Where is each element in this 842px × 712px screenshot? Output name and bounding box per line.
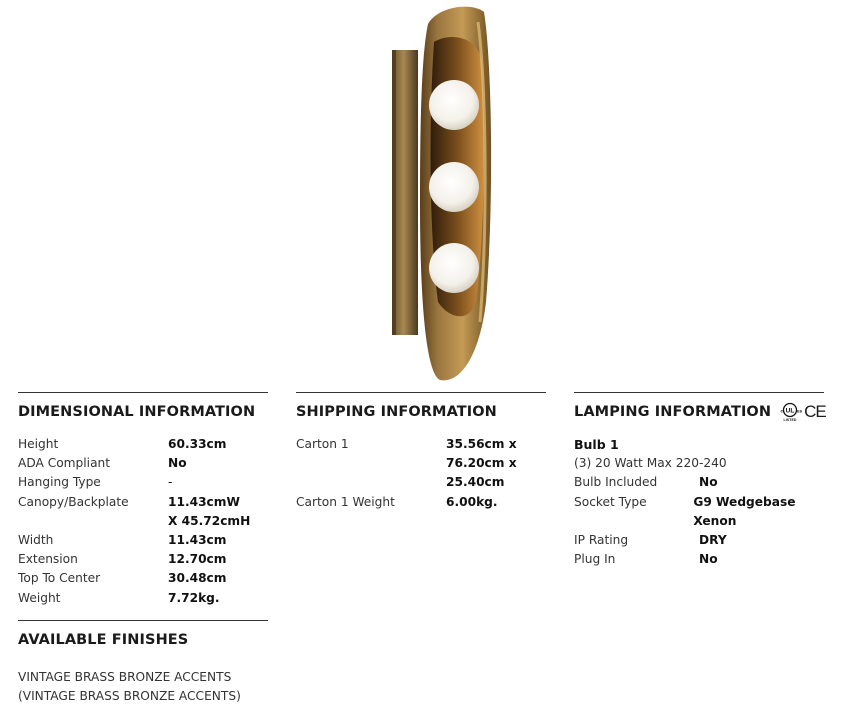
spec-value: 11.43cmW X 45.72cmH [168, 494, 251, 528]
spec-label: Hanging Type [18, 475, 101, 490]
ul-listed-text: LISTED [783, 418, 797, 422]
lamping-title-row [574, 401, 836, 423]
spec-row-ip-rating [574, 531, 836, 550]
lamping-list [574, 435, 836, 569]
spec-value: 60.33cm [168, 437, 227, 451]
spec-value: G9 Wedgebase Xenon [693, 494, 796, 528]
spec-label: Bulb Included [574, 475, 658, 490]
spec-label: Height [18, 437, 59, 451]
bulb-title: Bulb 1 [574, 437, 619, 452]
ul-c-text: c [780, 408, 784, 414]
shipping-section [296, 392, 566, 512]
spec-label: Top To Center [18, 571, 101, 586]
spec-row-bulb-included [574, 473, 836, 492]
spec-label: Carton 1 [296, 437, 349, 451]
section-divider [18, 392, 268, 393]
dimensional-section [18, 392, 268, 608]
ce-mark-icon: CE [804, 402, 826, 421]
bulb-description: (3) 20 Watt Max 220-240 [574, 456, 727, 471]
bulb-3-globe [429, 243, 479, 293]
spec-row-hanging-type [18, 473, 268, 492]
wall-sconce-illustration [380, 2, 510, 384]
spec-value: No [168, 456, 187, 471]
spec-row-carton [296, 435, 566, 493]
spec-row-weight [18, 589, 268, 608]
spec-row-socket-type [574, 493, 836, 531]
spec-row-ada [18, 454, 268, 473]
spec-value: - [168, 475, 173, 490]
dimensional-title: DIMENSIONAL INFORMATION [18, 404, 256, 420]
ul-us-text: us [796, 408, 803, 414]
lamping-section [574, 392, 836, 569]
spec-label: ADA Compliant [18, 456, 111, 471]
section-divider [574, 392, 824, 393]
certification-marks [779, 401, 826, 423]
bulb-2-globe [429, 162, 479, 212]
ul-listed-icon [779, 402, 801, 422]
spec-row-extension [18, 550, 268, 569]
spec-value: 11.43cm [168, 533, 227, 548]
spec-row-canopy [18, 493, 268, 531]
finishes-title: AVAILABLE FINISHES [18, 632, 189, 648]
spec-value: No [699, 552, 718, 567]
spec-row-carton-weight [296, 493, 566, 512]
finishes-section [18, 620, 286, 706]
bulb-1-globe [429, 80, 479, 130]
spec-value: 35.56cm x 76.20cm x 25.40cm [446, 437, 517, 490]
spec-row-height [18, 435, 268, 454]
section-divider [18, 620, 268, 621]
spec-row-top-to-center [18, 569, 268, 588]
spec-value: 12.70cm [168, 552, 227, 567]
dimensional-list [18, 435, 268, 608]
spec-label: Weight [18, 590, 61, 605]
section-divider [296, 392, 546, 393]
spec-value: No [699, 475, 718, 490]
spec-label: Extension [18, 552, 78, 567]
shipping-list [296, 435, 566, 512]
spec-value: DRY [699, 533, 727, 548]
spec-label: Canopy/Backplate [18, 494, 129, 509]
spec-value: 7.72kg. [168, 590, 220, 605]
spec-label: Carton 1 Weight [296, 494, 395, 509]
shipping-title: SHIPPING INFORMATION [296, 404, 497, 420]
spec-label: IP Rating [574, 533, 629, 548]
spec-value: 30.48cm [168, 571, 227, 586]
spec-label: Plug In [574, 552, 616, 567]
spec-label: Socket Type [574, 494, 647, 509]
product-image [380, 2, 510, 384]
ul-mark-text: UL [785, 407, 795, 415]
spec-label: Width [18, 533, 54, 548]
spec-row-plug-in [574, 550, 836, 569]
lamping-title: LAMPING INFORMATION [574, 404, 772, 420]
spec-value: 6.00kg. [446, 494, 498, 509]
finish-name: VINTAGE BRASS BRONZE ACCENTS (VINTAGE BRASS BRONZE ACCENTS) [18, 670, 241, 704]
spec-row-width [18, 531, 268, 550]
